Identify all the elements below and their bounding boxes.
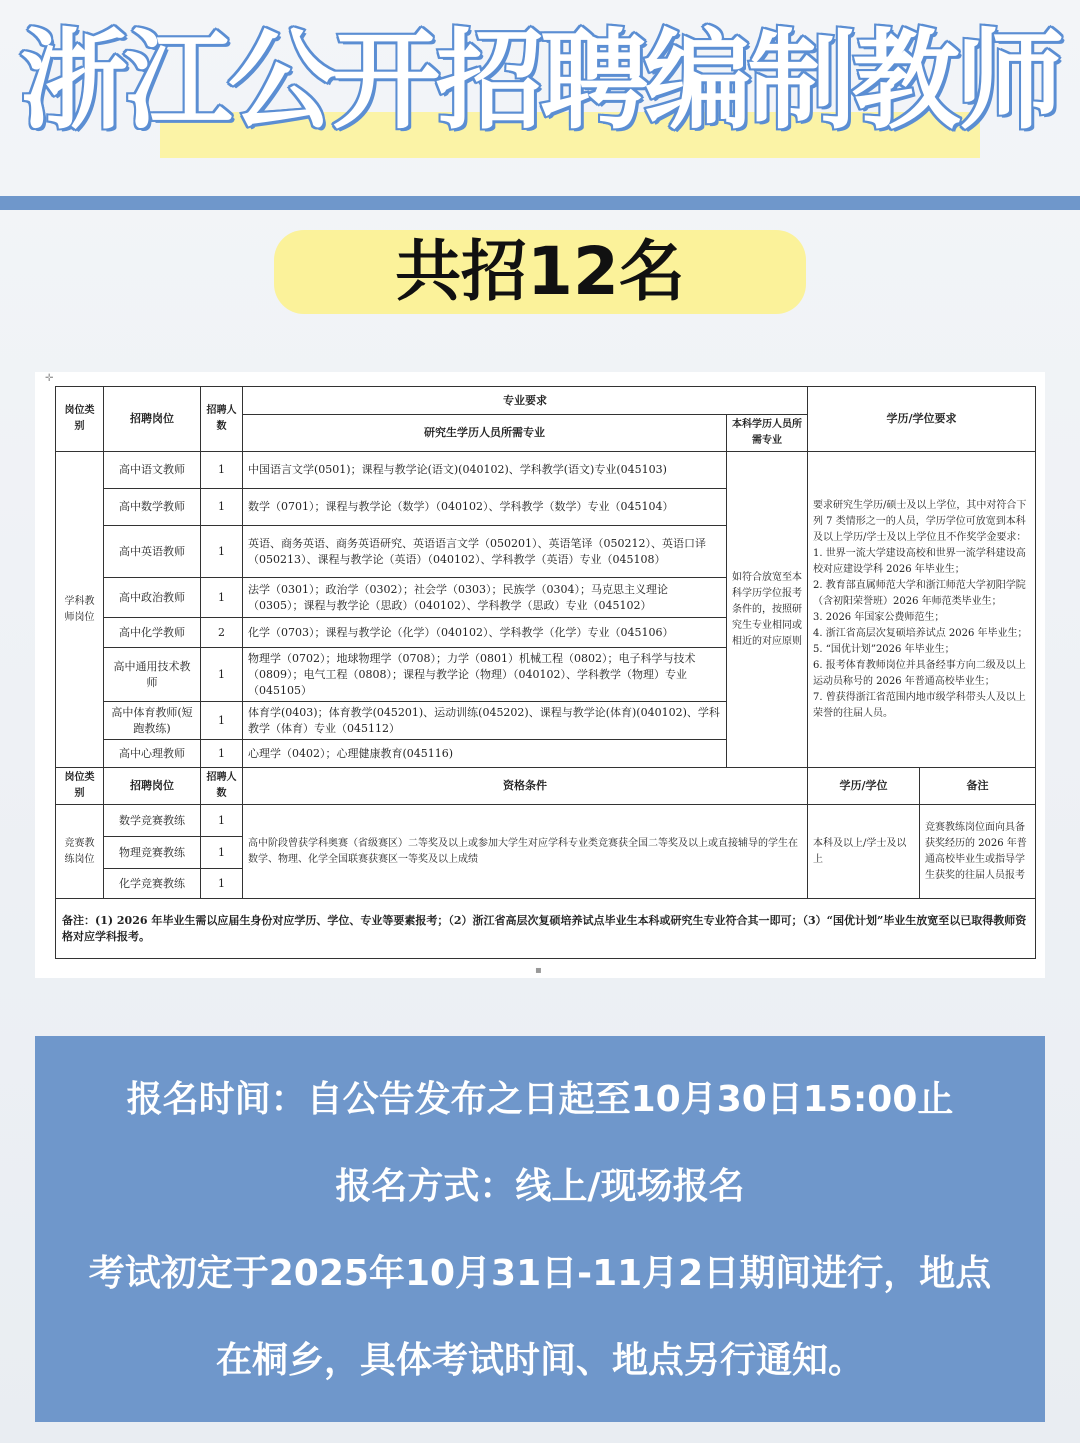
header-degree: 学历/学位 <box>808 768 920 805</box>
header-count: 招聘人数 <box>201 768 243 805</box>
degree-item: 4. 浙江省高层次复硕培养试点 2026 年毕业生； <box>813 627 1028 639</box>
header-count: 招聘人数 <box>201 387 243 452</box>
degree-item: 3. 2026 年国家公费师范生； <box>813 611 945 623</box>
resize-handle-icon: ▪ <box>535 965 542 976</box>
registration-time: 报名时间：自公告发布之日起至10月30日15:00止 <box>126 1079 954 1120</box>
recruitment-table-document <box>35 372 1045 978</box>
major-cell: 数学（0701）；课程与教学论（数学）（040102）、学科教学（数学）专业（045104） <box>243 489 727 526</box>
count-cell: 1 <box>201 526 243 578</box>
position-cell: 高中通用技术教师 <box>104 648 201 702</box>
count-cell: 1 <box>201 452 243 489</box>
position-cell: 高中数学教师 <box>104 489 201 526</box>
count-cell: 2 <box>201 618 243 648</box>
position-cell: 高中英语教师 <box>104 526 201 578</box>
page-title: 浙江公开招聘编制教师 <box>19 19 1060 144</box>
major-cell: 体育学(0403)；体育教学(045201)、运动训练(045202)、课程与教学论(体育)(040102)、学科教学（体育）专业（045112） <box>243 702 727 740</box>
header-remark: 备注 <box>920 768 1036 805</box>
major-cell: 化学（0703）；课程与教学论（化学）（040102）、学科教学（化学）专业（045106） <box>243 618 727 648</box>
table-row <box>56 805 1036 837</box>
position-cell: 物理竞赛教练 <box>104 837 201 869</box>
degree-item: 1. 世界一流大学建设高校和世界一流学科建设高校对应建设学科 2026 年毕业生； <box>813 547 1026 575</box>
header-qualification: 资格条件 <box>243 768 808 805</box>
header-major-requirement: 专业要求 <box>243 387 808 415</box>
competition-remark-cell: 竞赛教练岗位面向具备获奖经历的 2026 年普通高校毕业生或指导学生获奖的往届人员报考 <box>920 805 1036 899</box>
exam-location: 在桐乡，具体考试时间、地点另行通知。 <box>215 1340 864 1381</box>
header-graduate-major: 研究生学历人员所需专业 <box>243 415 727 452</box>
header-undergraduate-major: 本科学历人员所需专业 <box>727 415 808 452</box>
major-cell: 英语、商务英语、商务英语研究、英语语言文学（050201）、英语笔译（050212）、英语口译（050213）、课程与教学论（英语）（040102）、学科教学（英语）专业（045108） <box>243 526 727 578</box>
degree-item: 7. 曾获得浙江省范围内地市级学科带头人及以上荣誉的往届人员。 <box>813 691 1026 719</box>
degree-requirement-cell <box>808 452 1036 768</box>
top-accent-stripe <box>0 196 1080 210</box>
header-category: 岗位类别 <box>56 387 104 452</box>
registration-method: 报名方式：线上/现场报名 <box>335 1166 745 1207</box>
degree-item: 2. 教育部直属师范大学和浙江师范大学初阳学院（含初阳荣誉班）2026 年师范类毕业生； <box>813 579 1026 607</box>
total-hires-badge <box>274 230 806 314</box>
position-cell: 化学竞赛教练 <box>104 869 201 899</box>
table-header-row <box>56 768 1036 805</box>
competition-degree-cell: 本科及以上/学士及以上 <box>808 805 920 899</box>
major-cell: 物理学（0702）；地球物理学（0708）；力学（0801）机械工程（0802）；电子科学与技术（0809）；电气工程（0808）；课程与教学论（物理）（040102）、学科教学（物理）专业（045105） <box>243 648 727 702</box>
position-cell: 高中政治教师 <box>104 578 201 618</box>
degree-intro: 要求研究生学历/硕士及以上学位，其中对符合下列 7 类情形之一的人员，学历学位可放宽到本科及以上学历/学士及以上学位且不作奖学金要求： <box>813 499 1027 543</box>
count-cell: 1 <box>201 805 243 837</box>
position-cell: 高中心理教师 <box>104 740 201 768</box>
position-cell: 数学竞赛教练 <box>104 805 201 837</box>
move-handle-icon: ✛ <box>45 373 54 384</box>
header-degree-requirement: 学历/学位要求 <box>808 387 1036 452</box>
count-cell: 1 <box>201 837 243 869</box>
position-cell: 高中语文教师 <box>104 452 201 489</box>
count-cell: 1 <box>201 648 243 702</box>
table-note: 备注：(1) 2026 年毕业生需以应届生身份对应学历、学位、专业等要素报考；（2）浙江省高层次复硕培养试点毕业生本科或研究生专业符合其一即可；（3）“国优计划”毕业生放宽至以已取得教师资格对应学科报考。 <box>56 899 1036 959</box>
info-panel <box>35 1036 1045 1422</box>
table-row <box>56 452 1036 489</box>
degree-item: 5. “国优计划”2026 年毕业生； <box>813 643 955 655</box>
header-position: 招聘岗位 <box>104 768 201 805</box>
table-note-row <box>56 899 1036 959</box>
count-cell: 1 <box>201 869 243 899</box>
count-cell: 1 <box>201 740 243 768</box>
subject-category-cell: 学科教师岗位 <box>56 452 104 768</box>
header-position: 招聘岗位 <box>104 387 201 452</box>
position-cell: 高中体育教师(短跑教练) <box>104 702 201 740</box>
count-cell: 1 <box>201 702 243 740</box>
count-cell: 1 <box>201 578 243 618</box>
recruitment-table <box>55 386 1036 959</box>
competition-category-cell: 竞赛教练岗位 <box>56 805 104 899</box>
table-header-row <box>56 387 1036 415</box>
exam-schedule: 考试初定于2025年10月31日-11月2日期间进行，地点 <box>88 1253 992 1294</box>
total-hires-text: 共招12名 <box>395 233 685 310</box>
major-cell: 心理学（0402）；心理健康教育(045116) <box>243 740 727 768</box>
major-cell: 中国语言文学(0501)；课程与教学论(语文)(040102)、学科教学(语文)专业(045103) <box>243 452 727 489</box>
qualification-cell: 高中阶段曾获学科奥赛（省级赛区）二等奖及以上或参加大学生对应学科专业类竞赛获全国二等奖及以上或直接辅导的学生在数学、物理、化学全国联赛获赛区一等奖及以上成绩 <box>243 805 808 899</box>
major-cell: 法学（0301）；政治学（0302）；社会学（0303）；民族学（0304）；马克思主义理论（0305）；课程与教学论（思政）（040102）、学科教学（思政）专业（045102） <box>243 578 727 618</box>
header-category: 岗位类别 <box>56 768 104 805</box>
undergraduate-major-cell: 如符合放宽至本科学历学位报考条件的，按照研究生专业相同或相近的对应原则 <box>727 452 808 768</box>
degree-item: 6. 报考体育教师岗位并具备经事方向二级及以上运动员称号的 2026 年普通高校毕业生； <box>813 659 1026 687</box>
position-cell: 高中化学教师 <box>104 618 201 648</box>
count-cell: 1 <box>201 489 243 526</box>
